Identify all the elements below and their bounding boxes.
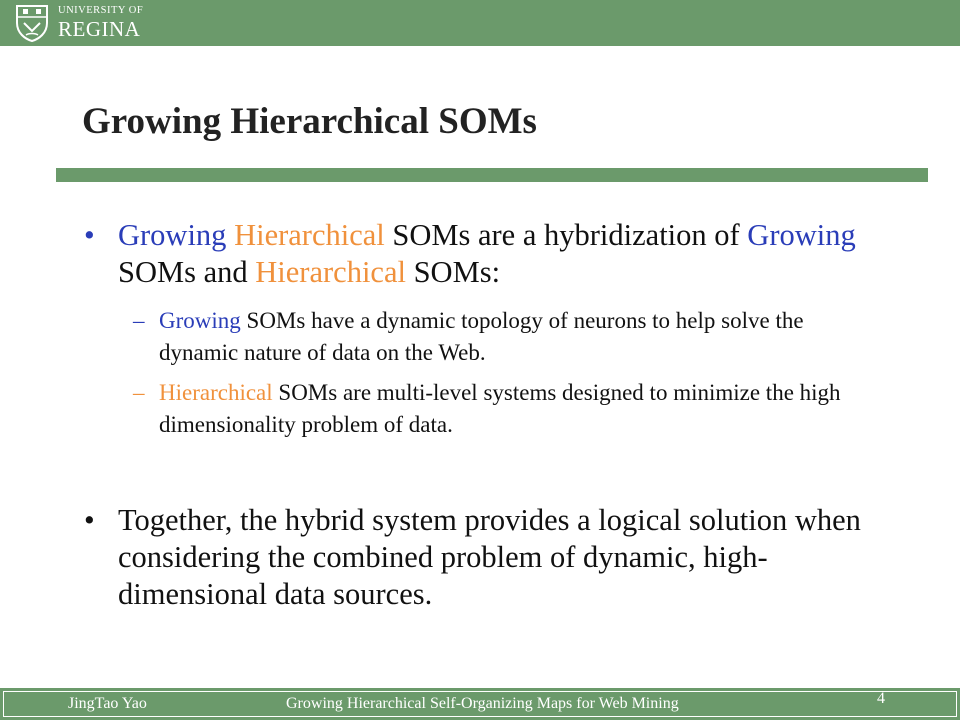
text-growing: Growing bbox=[159, 308, 241, 333]
bullet-marker: • bbox=[84, 218, 95, 252]
text-plain: SOMs: bbox=[405, 255, 501, 289]
text-hierarchical: Hierarchical bbox=[226, 218, 385, 252]
bullet-text: Together, the hybrid system provides a logical solution when considering the combined problem of dynamic, high-dimensional data sources. bbox=[118, 503, 861, 611]
title-divider bbox=[56, 168, 928, 182]
header-bar bbox=[0, 0, 960, 46]
sub-bullet-marker: – bbox=[133, 380, 145, 405]
slide-title: Growing Hierarchical SOMs bbox=[82, 101, 537, 142]
text-hierarchical: Hierarchical bbox=[159, 380, 273, 405]
text-hierarchical: Hierarchical bbox=[255, 255, 406, 289]
bullet-text bbox=[118, 217, 888, 291]
university-name: REGINA bbox=[58, 16, 141, 41]
page-number: 4 bbox=[877, 690, 885, 707]
footer-author: JingTao Yao bbox=[68, 695, 147, 712]
footer-presentation-title: Growing Hierarchical Self-Organizing Maps for Web Mining bbox=[286, 695, 679, 712]
bullet-marker: • bbox=[84, 503, 95, 537]
sub-bullet-text bbox=[159, 377, 879, 441]
text-plain: SOMs and bbox=[118, 255, 256, 289]
text-plain: SOMs have a dynamic topology of neurons to help solve the dynamic nature of data on the Web. bbox=[159, 308, 804, 365]
footer-bar bbox=[0, 688, 960, 720]
sub-bullet-text bbox=[159, 305, 879, 369]
text-growing: Growing bbox=[747, 218, 856, 252]
text-growing: Growing bbox=[118, 218, 227, 252]
text-plain: SOMs are a hybridization of bbox=[384, 218, 748, 252]
sub-bullet-marker: – bbox=[133, 308, 145, 333]
text-plain: SOMs are multi-level systems designed to minimize the high dimensionality problem of data. bbox=[159, 380, 841, 437]
university-logo bbox=[14, 3, 143, 43]
university-crest-icon bbox=[14, 3, 50, 43]
university-label: UNIVERSITY OF bbox=[58, 5, 144, 17]
